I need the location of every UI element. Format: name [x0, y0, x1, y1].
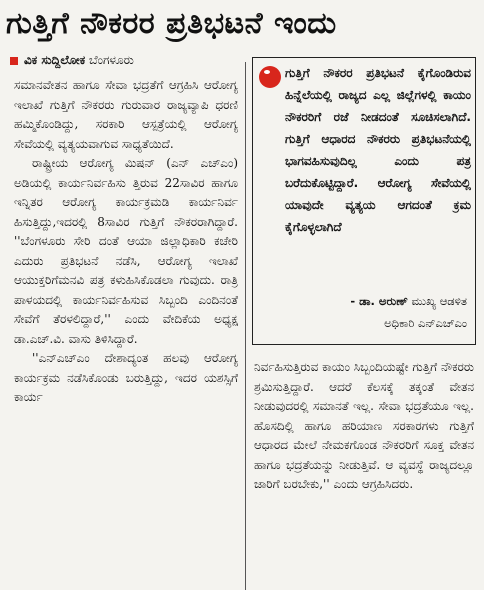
quote-text: ಗುತ್ತಿಗೆ ನೌಕರರ ಪ್ರತಿಭಟನೆ ಕೈಗೊಂಡಿರುವ ಹಿನ್ನೆಲೆಯಲ್ಲಿ ರಾಜ್ಯದ ಎಲ್ಲ ಜಿಲ್ಲೆಗಳಲ್ಲಿ ಕಾಯಂ ನೌಕರರಿಗೆ ರಜೆ ನೀಡದಂತೆ ಸೂಚಿಸಲಾಗಿದೆ. ಗುತ್ತಿಗೆ ಆಧಾರದ ನೌಕರರು ಪ್ರತಿಭಟನೆಯಲ್ಲಿ ಭಾಗವಹಿಸುವುದಿಲ್ಲ ಎಂದು ಪತ್ರ ಬರೆದುಕೊಟ್ಟಿದ್ದಾರೆ. ಆರೋಗ್ಯ ಸೇವೆಯಲ್ಲಿ ಯಾವುದೇ ವ್ಯತ್ಯಯ ಆಗದಂತೆ ಕ್ರಮ ಕೈಗೊಳ್ಳಲಾಗಿದೆ [285, 66, 471, 234]
left-column [14, 76, 238, 408]
quote-designation-line-1: ಮುಖ್ಯ ಆಡಳಿತ [411, 294, 467, 308]
paragraph: ''ಎನ್‌ಎಚ್‌ಎಂ ದೇಶಾದ್ಯಂತ ಹಲವು ಆರೋಗ್ಯ ಕಾರ್ಯಕ್ರಮ ನಡೆಸಿಕೊಂಡು ಬರುತ್ತಿದ್ದು, ಇದರ ಯಶಸ್ಸಿಗೆ ಕಾರ್ಯ [14, 351, 238, 404]
right-column [254, 358, 474, 495]
red-dot-icon [259, 66, 281, 88]
headline: ಗುತ್ತಿಗೆ ನೌಕರರ ಪ್ರತಿಭಟನೆ ಇಂದು [6, 6, 337, 41]
byline [10, 50, 134, 70]
quote-author: - ಡಾ. ಅರುಣ್ [350, 294, 408, 308]
paragraph: ಸಮಾನವೇತನ ಹಾಗೂ ಸೇವಾ ಭದ್ರತೆಗೆ ಆಗ್ರಹಿಸಿ ಆರೋಗ್ಯ ಇಲಾಖೆ ಗುತ್ತಿಗೆ ನೌಕರರು ಗುರುವಾರ ರಾಜ್ಯವ್ಯಾಪಿ ಧರಣಿ ಹಮ್ಮಿಕೊಂಡಿದ್ದು, ಸರಕಾರಿ ಆಸ್ಪತ್ರೆಯಲ್ಲಿ ಆರೋಗ್ಯ ಸೇವೆಯಲ್ಲಿ ವ್ಯತ್ಯಯವಾಗುವ ಸಾಧ್ಯತೆಯಿದೆ. [14, 78, 238, 151]
paragraph: ರಾಷ್ಟ್ರೀಯ ಆರೋಗ್ಯ ಮಿಷನ್ (ಎನ್ ಎಚ್‌ಎಂ) ಅಡಿಯಲ್ಲಿ ಕಾರ್ಯನಿರ್ವಹಿಸು ತ್ತಿರುವ 22ಸಾವಿರ ಹಾಗೂ ಇನ್ನಿತರ ಆರೋಗ್ಯ ಕಾರ್ಯಕ್ರಮಡಿ ಕಾರ್ಯನಿರ್ವ ಹಿಸುತ್ತಿದ್ದು,ಇದರಲ್ಲಿ 8ಸಾವಿರ ಗುತ್ತಿಗೆ ನೌಕರರಾಗಿದ್ದಾರೆ. ''ಬೆಂಗಳೂರು ಸೇರಿ ದಂತೆ ಆಯಾ ಜಿಲ್ಲಾಧಿಕಾರಿ ಕಚೇರಿ ಎದುರು ಪ್ರತಿಭಟನೆ ನಡೆಸಿ, ಆರೋಗ್ಯ ಇಲಾಖೆ ಆಯುಕ್ತರಿಗೆಮನವಿ ಪತ್ರ ಕಳುಹಿಸಿಕೊಡಲಾ ಗುವುದು. ರಾತ್ರಿ ಪಾಳಯದಲ್ಲಿ ಕಾರ್ಯನಿರ್ವಹಿಸುವ ಸಿಬ್ಬಂದಿ ಎಂದಿನಂತೆ ಸೇವೆಗೆ ತೆರಳಲಿದ್ದಾರೆ,'' ಎಂದು ವೇದಿಕೆಯ ಅಧ್ಯಕ್ಷ ಡಾ.ಎಚ್.ವಿ. ವಾಸು ತಿಳಿಸಿದ್ದಾರೆ. [14, 156, 238, 346]
paragraph: ನಿರ್ವಹಿಸುತ್ತಿರುವ ಕಾಯಂ ಸಿಬ್ಬಂದಿಯಷ್ಟೇ ಗುತ್ತಿಗೆ ನೌಕರರು ಶ್ರಮಿಸುತ್ತಿದ್ದಾರೆ. ಆದರೆ ಕೆಲಸಕ್ಕೆ ತಕ್ಕಂತೆ ವೇತನ ನೀಡುವುದರಲ್ಲಿ ಸಮಾನತೆ ಇಲ್ಲ. ಸೇವಾ ಭದ್ರತೆಯೂ ಇಲ್ಲ. ಹೊಸದಿಲ್ಲಿ ಹಾಗೂ ಹರಿಯಾಣ ಸರಕಾರಗಳು ಗುತ್ತಿಗೆ ಆಧಾರದ ಮೇಲೆ ನೇಮಕಗೊಂಡ ನೌಕರರಿಗೆ ಸೂಕ್ತ ವೇತನ ಹಾಗೂ ಭದ್ರತೆಯನ್ನು ನೀಡುತ್ತಿವೆ. ಆ ವ್ಯವಸ್ಥೆ ರಾಜ್ಯದಲ್ಲೂ ಜಾರಿಗೆ ಬರಬೇಕು,'' ಎಂದು ಆಗ್ರಹಿಸಿದರು. [254, 360, 474, 491]
byline-source: ವಿಕ ಸುದ್ದಿಲೋಕ [24, 53, 86, 67]
quote-attribution [350, 290, 467, 334]
quote-designation-line-2: ಅಧಿಕಾರಿ ಎನ್‌ಎಚ್‌ಎಂ [384, 316, 467, 330]
byline-city: ಬೆಂಗಳೂರು [88, 53, 134, 67]
column-divider [245, 62, 246, 590]
quote-box [252, 57, 476, 345]
red-square-bullet-icon [10, 57, 18, 65]
